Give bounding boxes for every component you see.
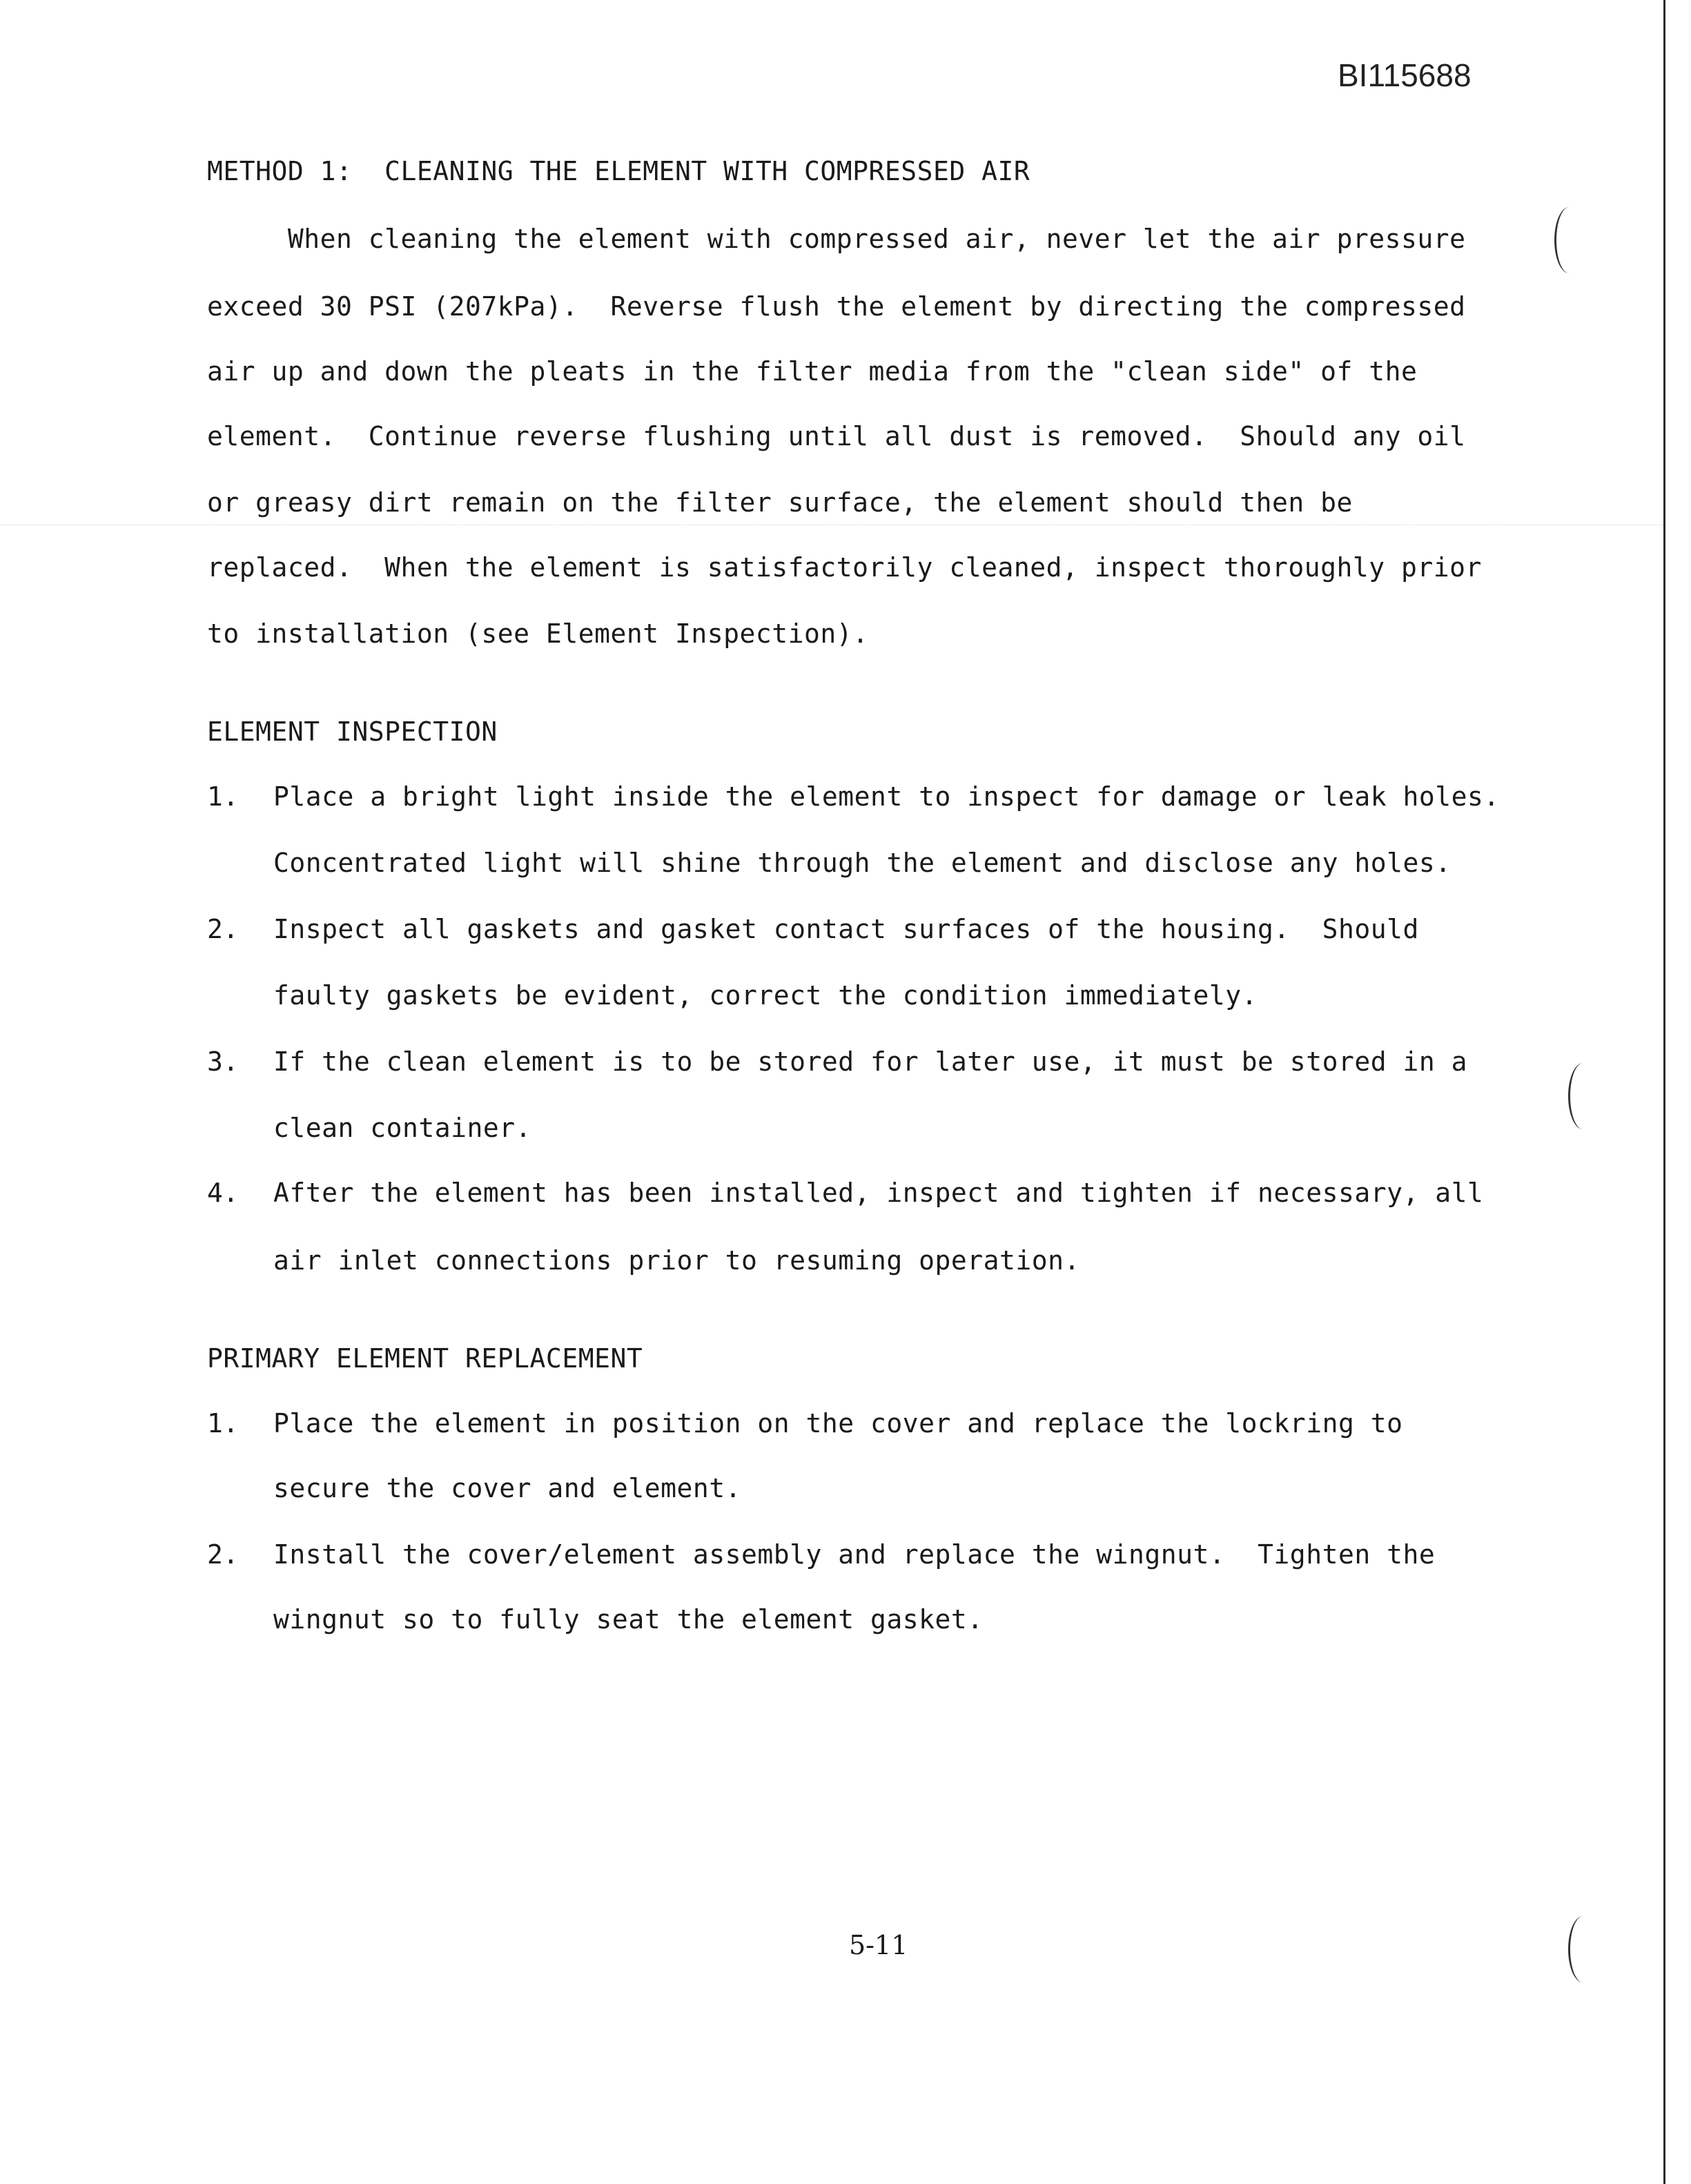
list-item-line: If the clean element is to be stored for later use, it must be stored in a [273,1046,1467,1077]
list-item-number: 3. [207,1046,239,1077]
punch-hole-mark [1568,1916,1598,1982]
binder-edge-line [1663,0,1665,2184]
paragraph-line: air up and down the pleats in the filter media from the "clean side" of the [207,356,1418,387]
list-item-line: wingnut so to fully seat the element gasket. [273,1604,984,1635]
section-heading-inspection: ELEMENT INSPECTION [207,716,498,747]
list-item-line: After the element has been installed, inspect and tighten if necessary, all [273,1178,1484,1208]
list-item-number: 4. [207,1178,239,1208]
section-heading-replacement: PRIMARY ELEMENT REPLACEMENT [207,1343,643,1374]
list-item-number: 1. [207,781,239,812]
list-item-line: faulty gaskets be evident, correct the condition immediately. [273,980,1258,1011]
paragraph-line: replaced. When the element is satisfactorily cleaned, inspect thoroughly prior [207,552,1482,583]
page-number: 5-11 [849,1930,908,1960]
document-id: BI115688 [1338,57,1472,93]
punch-hole-mark [1554,207,1584,273]
list-item-line: Inspect all gaskets and gasket contact surfaces of the housing. Should [273,914,1419,944]
paragraph-line: exceed 30 PSI (207kPa). Reverse flush the element by directing the compressed [207,291,1466,322]
punch-hole-mark [1568,1063,1598,1129]
list-item-line: secure the cover and element. [273,1473,741,1503]
section-heading-method1: METHOD 1: CLEANING THE ELEMENT WITH COMPRESSED AIR [207,156,1030,186]
paragraph-line: element. Continue reverse flushing until all dust is removed. Should any oil [207,421,1466,451]
list-item-number: 2. [207,1539,239,1570]
paragraph-line: When cleaning the element with compressed air, never let the air pressure [207,224,1466,254]
paragraph-line: or greasy dirt remain on the filter surface, the element should then be [207,487,1353,518]
list-item-line: Place a bright light inside the element to inspect for damage or leak holes. [273,781,1500,812]
list-item-number: 2. [207,914,239,944]
list-item-line: Place the element in position on the cover and replace the lockring to [273,1408,1403,1439]
list-item-number: 1. [207,1408,239,1439]
list-item-line: Concentrated light will shine through the element and disclose any holes. [273,848,1451,878]
list-item-line: Install the cover/element assembly and replace the wingnut. Tighten the [273,1539,1436,1570]
paragraph-line: to installation (see Element Inspection). [207,618,869,649]
list-item-line: clean container. [273,1113,532,1143]
list-item-line: air inlet connections prior to resuming operation. [273,1245,1080,1276]
